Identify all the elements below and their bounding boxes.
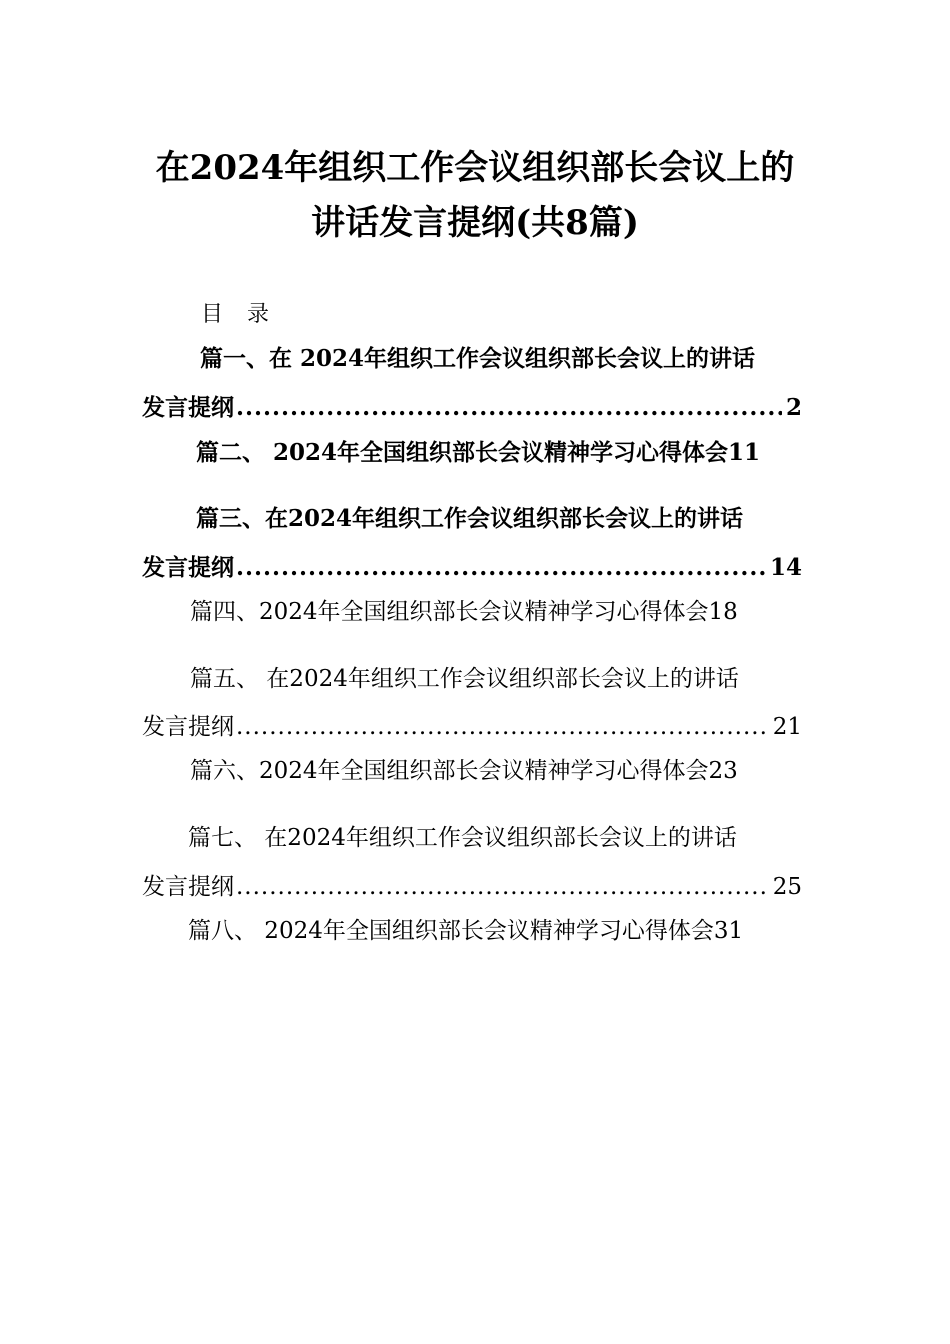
toc-entry-7-tail: 发言提纲 (142, 874, 234, 900)
toc-entry-3-tail: 发言提纲 (142, 554, 234, 581)
toc-entry-5-head[interactable]: 篇五、 在2024年组织工作会议组织部长会议上的讲话 (190, 666, 739, 692)
toc-entry-8[interactable]: 篇八、 2024年全国组织部长会议精神学习心得体会31 (188, 918, 744, 944)
toc-entry-4[interactable]: 篇四、2024年全国组织部长会议精神学习心得体会18 (190, 599, 738, 625)
toc-entry-5-tail: 发言提纲 (142, 714, 234, 740)
toc-entry-3-dots (236, 552, 766, 584)
toc-entry-1-dots (236, 392, 782, 424)
toc-entry-7-dots (236, 871, 769, 903)
toc-entry-5-dots (236, 711, 769, 743)
toc-entry-5-page: 21 (772, 714, 802, 740)
toc-entry-5-leader[interactable] (142, 711, 802, 743)
toc-entry-3-page: 14 (769, 554, 802, 581)
toc-entry-2[interactable]: 篇二、 2024年全国组织部长会议精神学习心得体会11 (196, 439, 761, 466)
document-title-line-2: 讲话发言提纲(共8篇) (311, 203, 639, 243)
toc-heading: 目录 (201, 302, 294, 327)
toc-entry-3-head[interactable]: 篇三、在2024年组织工作会议组织部长会议上的讲话 (196, 505, 744, 532)
toc-entry-7-page: 25 (772, 874, 802, 900)
toc-entry-1-leader[interactable] (142, 392, 802, 424)
toc-entry-1-tail: 发言提纲 (142, 394, 234, 421)
toc-entry-6[interactable]: 篇六、2024年全国组织部长会议精神学习心得体会23 (190, 758, 738, 784)
toc-entry-7-leader[interactable] (142, 871, 802, 903)
toc-entry-1-head[interactable]: 篇一、在 2024年组织工作会议组织部长会议上的讲话 (200, 345, 756, 372)
toc-entry-3-leader[interactable] (142, 552, 802, 584)
toc-entry-7-head[interactable]: 篇七、 在2024年组织工作会议组织部长会议上的讲话 (188, 825, 737, 851)
document-title-line-1: 在2024年组织工作会议组织部长会议上的 (155, 148, 795, 188)
toc-entry-1-page: 2 (785, 394, 802, 421)
